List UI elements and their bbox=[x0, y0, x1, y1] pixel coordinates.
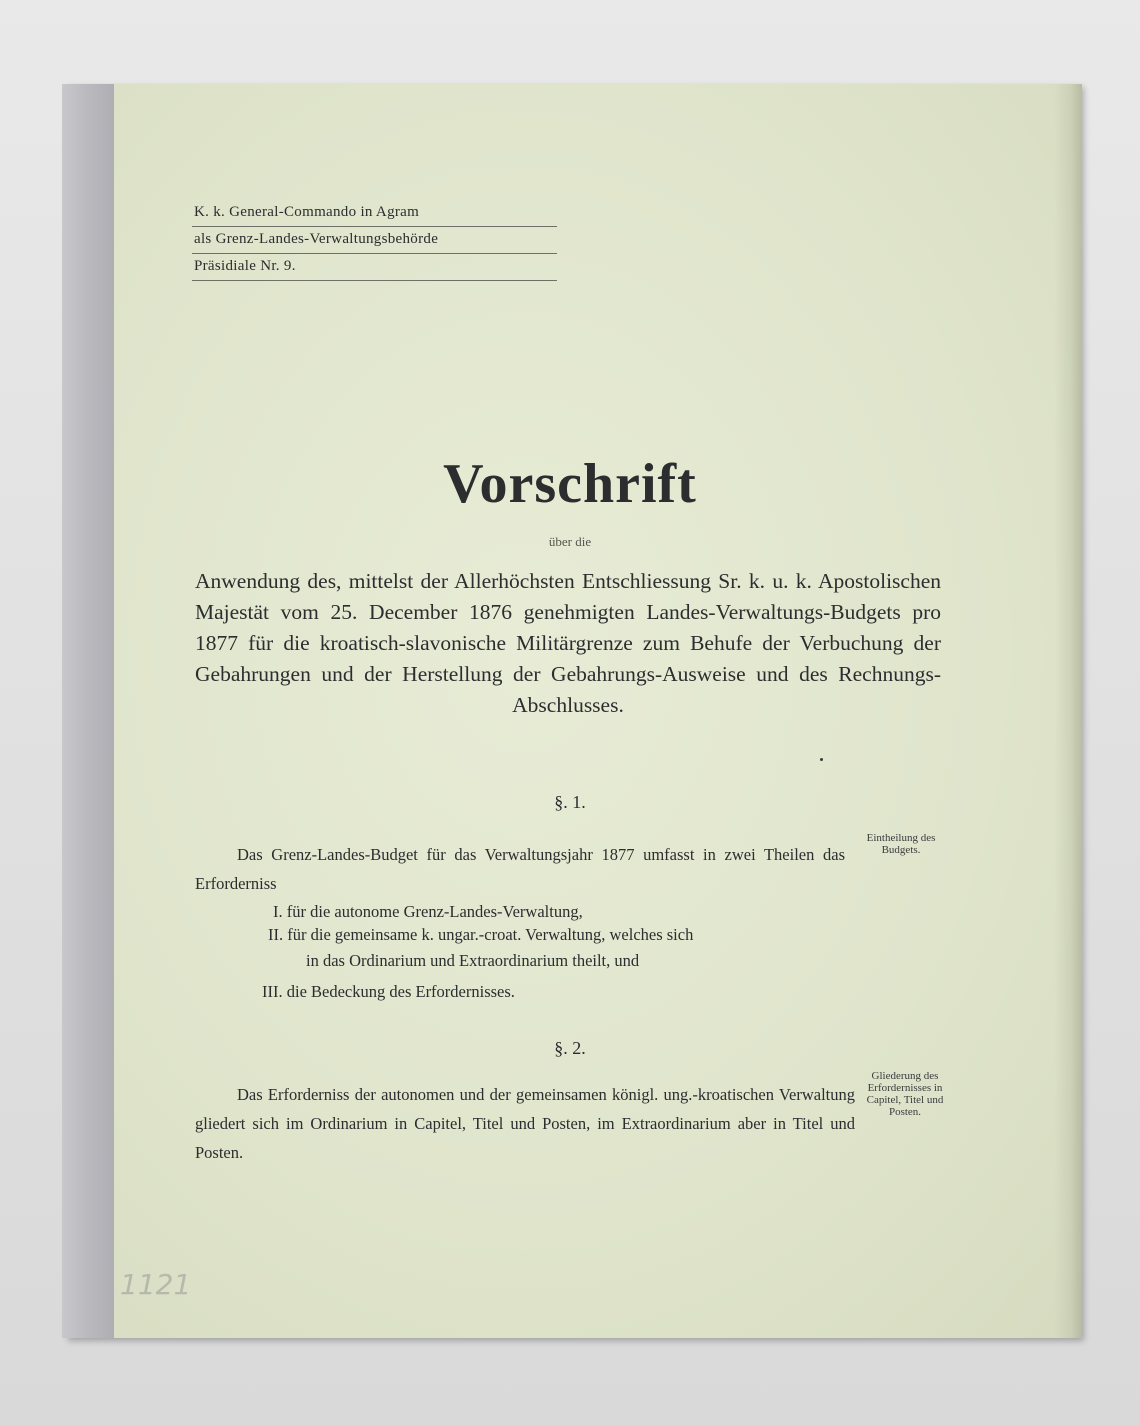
section-2-mark: §. 2. bbox=[554, 1038, 586, 1058]
document-subtitle: über die bbox=[548, 534, 592, 549]
section-1-item-2: II. für die gemeinsame k. ungar.-croat. Verwaltung, welches sich bbox=[268, 925, 694, 944]
intro-paragraph: Anwendung des, mittelst der Allerhöchsten Entschliessung Sr. k. u. k. Apostolischen Majestät vom 25. December 1876 genehmigten Landes-Verwaltungs-Budgets pro 1877 für die kroatisch-slavonische Militärgrenze zum Behufe der Verbuchung der Gebahrungen und der Herstellung der Gebahrungs-Ausweise und des Rechnungs-Abschlusses. bbox=[195, 569, 941, 717]
pencil-note: 1121 bbox=[120, 1268, 192, 1301]
section-2-margin-note: Gliederung des Erfordernisses in Capitel, Titel und Posten. bbox=[866, 1070, 944, 1118]
document-title: Vorschrift bbox=[443, 453, 697, 515]
page-edge bbox=[1054, 84, 1082, 1338]
header-box bbox=[192, 200, 557, 281]
document-spine bbox=[62, 84, 114, 1338]
header-line-3: Präsidiale Nr. 9. bbox=[192, 254, 557, 281]
header-line-1: K. k. General-Commando in Agram bbox=[192, 200, 557, 227]
ink-speck bbox=[820, 758, 823, 761]
section-2-paragraph: Das Erforderniss der autonomen und der gemeinsamen königl. ung.-kroatischen Verwaltung gliedert sich im Ordinarium in Capitel, Titel und Posten, im Extraordinarium aber in Titel und Posten. bbox=[195, 1085, 855, 1162]
section-1-item-3: III. die Bedeckung des Erfordernisses. bbox=[262, 982, 515, 1001]
header-line-2: als Grenz-Landes-Verwaltungsbehörde bbox=[192, 227, 557, 254]
section-1-item-1: I. für die autonome Grenz-Landes-Verwaltung, bbox=[273, 902, 583, 921]
section-1-margin-note: Eintheilung des Budgets. bbox=[866, 832, 936, 856]
section-1-item-2-cont: in das Ordinarium und Extraordinarium theilt, und bbox=[306, 951, 640, 970]
section-1-mark: §. 1. bbox=[554, 792, 586, 812]
section-1-paragraph: Das Grenz-Landes-Budget für das Verwaltungsjahr 1877 umfasst in zwei Theilen das Erforderniss bbox=[195, 845, 845, 893]
